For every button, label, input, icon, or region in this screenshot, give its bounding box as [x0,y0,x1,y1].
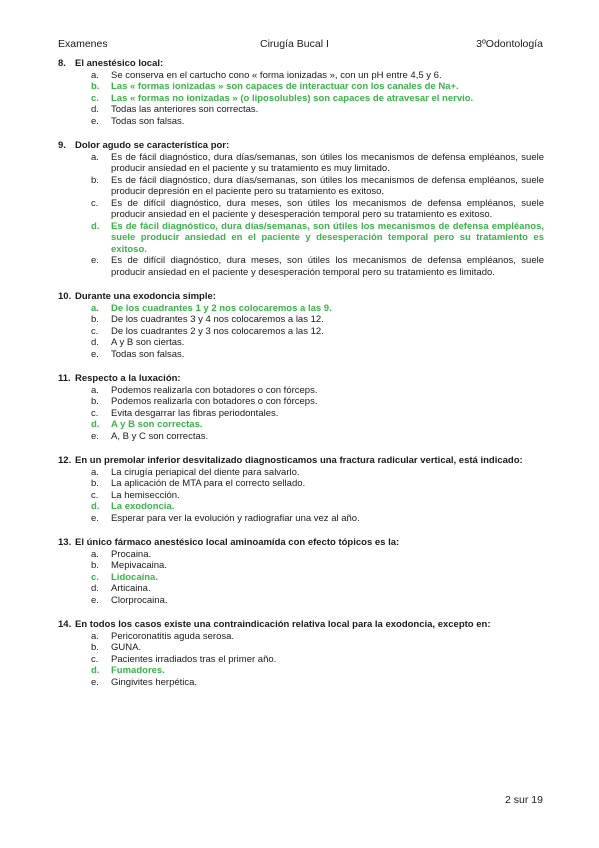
option-text: Es de difícil diagnóstico, dura meses, son útiles los mecanismos de defensa empléanos, suele producir ansiedad en el paciente y desesperación temporal pero su tratamiento es exitoso. [111,197,544,220]
answer-option [58,560,544,572]
option-text: Es de fácil diagnóstico, dura días/semanas, son útiles los mecanismos de defensa empléanos, suele producir ansiedad en el paciente y su tratamiento es muy limitado. [111,151,544,174]
answer-option [58,396,544,408]
option-letter: c. [91,197,99,209]
option-text: GUNA. [111,642,142,653]
question-number: 9. [58,140,66,151]
option-letter: d. [91,501,100,512]
question-block [58,455,544,524]
question-number: 12. [58,455,72,466]
option-list [58,549,544,607]
option-letter: b. [91,81,100,92]
option-text: La aplicación de MTA para el correcto sellado. [111,478,306,489]
option-text: La hemisección. [111,489,180,501]
option-letter: d. [91,104,99,115]
option-letter: c. [91,407,99,419]
option-letter: b. [91,396,99,407]
answer-option [58,326,544,338]
question-number: 8. [58,58,66,69]
option-letter: e. [91,594,99,606]
option-letter: a. [91,384,99,396]
question-text: En un premolar inferior desvitalizado diagnosticamos una fractura radicular vertical, está indicado: [75,455,523,466]
question-heading [58,58,544,70]
question-text: Dolor agudo se característica por: [75,140,230,151]
option-text: Se conserva en el cartucho cono « forma ionizadas », con un pH entre 4,5 y 6. [111,69,442,81]
option-letter: c. [91,92,99,104]
option-text: Es de difícil diagnóstico, dura meses, son útiles los mecanismos de defensa empléanos, suele producir ansiedad en el paciente y desesperación temporal pero su tratamiento es limitado. [111,255,544,278]
question-block [58,619,544,688]
option-text: De los cuadrantes 2 y 3 nos colocaremos a las 12. [111,325,324,337]
correct-answer-option [58,81,544,93]
question-text: En todos los casos existe una contraindicación relativa local para la exodoncia, excepto en: [75,619,491,630]
option-text: Articaina. [111,583,151,594]
answer-option [58,198,544,221]
answer-option [58,595,544,607]
question-block [58,537,544,606]
option-text: Las « formas ionizadas » son capaces de interactuar con los canales de Na+. [111,81,459,92]
header-right: 3ºOdontología [476,38,543,50]
option-text: Pacientes irradiados tras el primer año. [111,653,277,665]
option-text: Clorprocaina. [111,594,168,606]
answer-option [58,175,544,198]
option-text: Todas son falsas. [111,348,185,360]
option-letter: b. [91,314,99,325]
option-text: Mepivacaina. [111,560,167,571]
option-text: Podemos realizarla con botadores o con fórceps. [111,396,318,407]
correct-answer-option [58,221,544,256]
question-text: Respecto a la luxación: [75,373,181,384]
option-text: Todas las anteriores son correctas. [111,104,259,115]
question-text: El único fármaco anestésico local aminoamída con efecto tópicos es la: [75,537,400,548]
option-letter: e. [91,676,99,688]
option-list [58,152,544,279]
question-text: El anestésico local: [75,58,164,69]
option-letter: d. [91,583,99,594]
option-text: A, B y C son correctas. [111,430,209,442]
question-number: 14. [58,619,72,630]
correct-answer-option [58,501,544,513]
question-number: 13. [58,537,72,548]
page-header [58,38,543,52]
answer-option [58,642,544,654]
option-list [58,631,544,689]
option-letter: a. [91,466,99,478]
option-letter: d. [91,419,100,430]
answer-option [58,513,544,525]
question-heading [58,140,544,152]
answer-option [58,70,544,82]
question-heading [58,291,544,303]
answer-option [58,583,544,595]
answer-option [58,104,544,116]
option-list [58,303,544,361]
question-heading [58,537,544,549]
option-text: Es de fácil diagnóstico, dura días/semanas, son útiles los mecanismos de defensa empléanos, suele producir depresión en el paciente pero su tratamiento es exitoso. [111,174,544,197]
answer-option [58,385,544,397]
answer-option [58,255,544,278]
answer-option [58,654,544,666]
answer-option [58,467,544,479]
option-letter: b. [91,174,99,186]
correct-answer-option [58,665,544,677]
option-text: Fumadores. [111,665,165,676]
option-list [58,70,544,128]
option-letter: e. [91,115,99,127]
page-number: 2 sur 19 [505,794,543,806]
option-letter: a. [91,151,99,163]
option-letter: e. [91,512,99,524]
option-text: A y B son correctas. [111,419,203,430]
option-letter: d. [91,337,99,348]
option-letter: b. [91,478,99,489]
answer-option [58,408,544,420]
option-text: La cirugía periapical del diente para salvarlo. [111,466,300,478]
option-text: Las « formas no ionizadas » (o liposolubles) son capaces de atravesar el nervio. [111,92,474,104]
answer-option [58,337,544,349]
option-text: Procaina. [111,548,152,560]
option-list [58,467,544,525]
question-block [58,291,544,360]
option-letter: c. [91,653,99,665]
option-text: De los cuadrantes 1 y 2 nos colocaremos a las 9. [111,302,332,314]
answer-option [58,631,544,643]
option-text: Evita desgarrar las fibras periodontales. [111,407,279,419]
answer-option [58,314,544,326]
question-block [58,58,544,127]
option-text: Todas son falsas. [111,115,185,127]
answer-option [58,431,544,443]
option-letter: a. [91,630,99,642]
option-letter: e. [91,430,99,442]
option-text: Es de fácil diagnóstico, dura días/semanas, son útiles los mecanismos de defensa empléanos, suele producir ansiedad en el paciente y desesperación temporal pero su tratamiento es exitoso. [111,220,544,255]
question-block [58,140,544,278]
option-letter: e. [91,348,99,360]
option-text: Podemos realizarla con botadores o con fórceps. [111,384,318,396]
option-letter: d. [91,220,100,232]
correct-answer-option [58,419,544,431]
option-list [58,385,544,443]
option-letter: d. [91,665,100,676]
option-letter: a. [91,302,99,314]
question-heading [58,373,544,385]
answer-option [58,152,544,175]
answer-option [58,349,544,361]
option-text: Esperar para ver la evolución y radiografiar una vez al año. [111,512,360,524]
question-block [58,373,544,442]
correct-answer-option [58,572,544,584]
question-number: 10. [58,291,72,302]
question-text: Durante una exodoncia simple: [75,291,216,302]
option-letter: a. [91,69,99,81]
option-letter: b. [91,560,99,571]
option-text: De los cuadrantes 3 y 4 nos colocaremos a las 12. [111,314,324,325]
question-list [58,58,544,701]
option-text: Pericoronatitis aguda serosa. [111,630,235,642]
option-letter: c. [91,325,99,337]
header-left: Examenes [58,38,108,50]
option-text: La exodoncia. [111,501,175,512]
correct-answer-option [58,303,544,315]
option-letter: b. [91,642,99,653]
question-heading [58,619,544,631]
option-letter: e. [91,255,99,266]
question-heading [58,455,544,467]
option-letter: c. [91,489,99,501]
answer-option [58,677,544,689]
question-number: 11. [58,373,71,384]
option-text: Lidocaína. [111,571,158,583]
answer-option [58,116,544,128]
answer-option [58,490,544,502]
answer-option [58,478,544,490]
answer-option [58,549,544,561]
option-letter: c. [91,571,99,583]
option-letter: a. [91,548,99,560]
header-center: Cirugía Bucal I [260,38,329,50]
option-text: Gingivites herpética. [111,676,198,688]
correct-answer-option [58,93,544,105]
option-text: A y B son ciertas. [111,337,185,348]
